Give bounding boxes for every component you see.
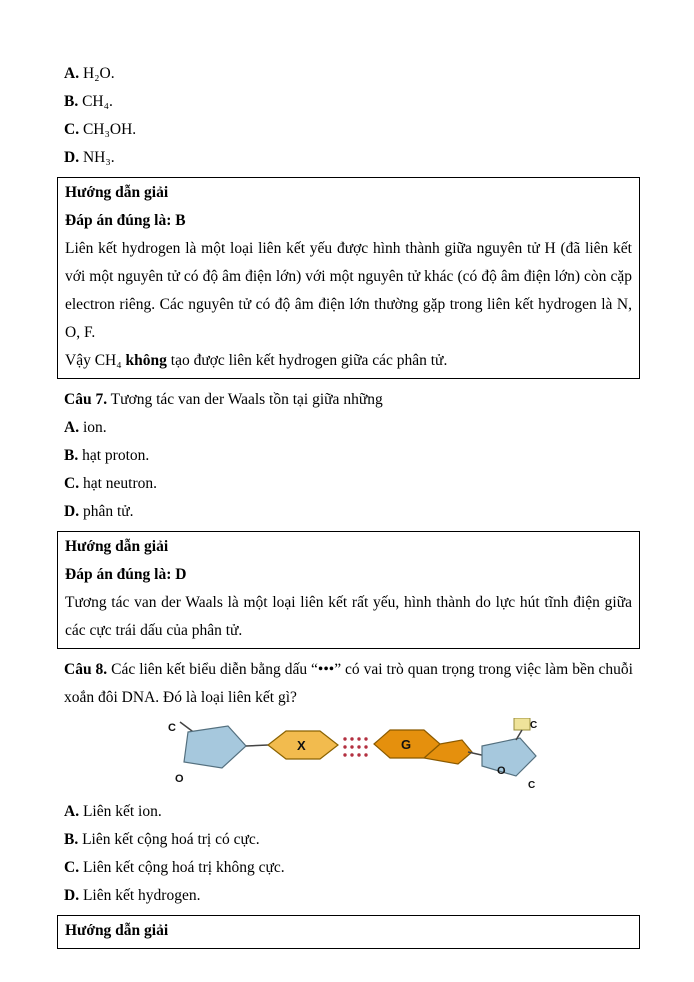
solution-title [65, 917, 632, 945]
dna-base-pair-figure [166, 718, 633, 790]
question-text: Tương tác van der Waals tồn tại giữa những [107, 391, 383, 408]
option-text: Liên kết hydrogen. [79, 887, 201, 904]
option-text: ion. [79, 419, 107, 436]
option-label: D. [64, 149, 80, 166]
option-label: A. [64, 419, 80, 436]
q7-option-d [64, 498, 633, 526]
q8-option-c [64, 854, 633, 882]
option-label: D. [64, 887, 80, 904]
option-text: CH₄. [78, 93, 113, 110]
conclusion-bold: không [125, 352, 167, 369]
option-label: B. [64, 831, 79, 848]
option-text: phân tử. [79, 503, 134, 520]
q6-option-d [64, 144, 633, 172]
option-label: B. [64, 93, 79, 110]
question-text: Các liên kết biểu diễn bằng dấu “•••” có vai trò quan trọng trong việc làm bền chuỗi xoắn đôi DNA. Đó là loại liên kết gì? [64, 661, 633, 706]
q7-stem [64, 386, 633, 414]
option-label: A. [64, 65, 80, 82]
option-label: C. [64, 475, 80, 492]
option-label: C. [64, 859, 80, 876]
question-number: Câu 8. [64, 661, 108, 678]
q6-option-a [64, 60, 633, 88]
option-label: D. [64, 503, 80, 520]
option-label: B. [64, 447, 79, 464]
option-text: CH₃OH. [79, 121, 137, 138]
q7-option-b [64, 442, 633, 470]
q7-option-c [64, 470, 633, 498]
solution-title-text: Hướng dẫn giải [65, 922, 169, 939]
solution-answer [65, 561, 632, 589]
hydrogen-bond-dots [343, 737, 367, 756]
option-text: Liên kết cộng hoá trị không cực. [79, 859, 285, 876]
phosphate-square-right [514, 718, 530, 730]
oxygen-label-right: O [497, 765, 506, 777]
option-text: NH₃. [79, 149, 115, 166]
option-text: H₂O. [79, 65, 115, 82]
solution-title-text: Hướng dẫn giải [65, 538, 169, 555]
solution-title-text: Hướng dẫn giải [65, 184, 169, 201]
solution-box-q6 [57, 177, 640, 379]
carbon-label-right-top: C [530, 720, 538, 731]
solution-answer-text: Đáp án đúng là: D [65, 566, 187, 583]
sugar-pentagon-left [184, 726, 246, 768]
question-number: Câu 7. [64, 391, 108, 408]
option-text: hạt proton. [78, 447, 150, 464]
solution-title [65, 533, 632, 561]
dna-figure-svg [166, 718, 538, 790]
q8-stem [64, 656, 633, 712]
solution-box-q7 [57, 531, 640, 649]
q6-option-c [64, 116, 633, 144]
option-text: Liên kết cộng hoá trị có cực. [78, 831, 260, 848]
oxygen-label-left: O [175, 773, 184, 785]
bond-line-left [246, 745, 268, 746]
solution-conclusion [65, 347, 632, 375]
option-label: A. [64, 803, 80, 820]
base-x-label: X [297, 738, 306, 753]
option-label: C. [64, 121, 80, 138]
carbon-label-right-bottom: C [528, 780, 536, 790]
conclusion-pre: Vậy CH₄ [65, 352, 126, 369]
solution-box-q8 [57, 915, 640, 949]
solution-answer [65, 207, 632, 235]
option-text: Liên kết ion. [79, 803, 162, 820]
solution-title [65, 179, 632, 207]
carbon-label-left: C [168, 722, 176, 734]
option-text: hạt neutron. [79, 475, 157, 492]
q8-option-b [64, 826, 633, 854]
sugar-pentagon-right [482, 738, 536, 776]
q7-option-a [64, 414, 633, 442]
q6-option-b [64, 88, 633, 116]
base-g-label: G [401, 737, 412, 752]
solution-body: Tương tác van der Waals là một loại liên kết rất yếu, hình thành do lực hút tĩnh điện giữa các cực trái dấu của phân tử. [65, 594, 632, 639]
solution-answer-text: Đáp án đúng là: B [65, 212, 186, 229]
solution-body: Liên kết hydrogen là một loại liên kết yếu được hình thành giữa nguyên tử H (đã liên kết với một nguyên tử có độ âm điện lớn) với một nguyên tử khác (có độ âm điện lớn) còn cặp electron riêng. Các nguyên tử có độ âm điện lớn thường gặp trong liên kết hydrogen là N, O, F. [65, 240, 632, 341]
conclusion-post: tạo được liên kết hydrogen giữa các phân tử. [166, 352, 448, 369]
q8-option-d [64, 882, 633, 910]
q8-option-a [64, 798, 633, 826]
